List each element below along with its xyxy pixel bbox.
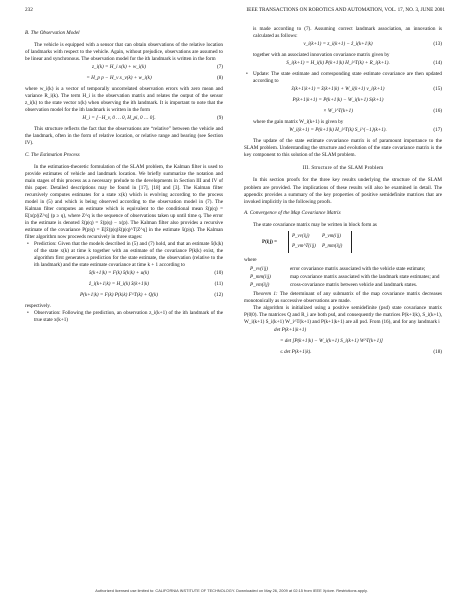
equation-body: x̂(k+1|k+1) = x̂(k+1|k) + W_i(k+1) ν_i(k+1) [291,86,385,93]
equation-14 [244,60,442,70]
equation-body: = H_p p − H_v x_v(k) + w_i(k) [86,75,152,82]
equation-15 [244,86,442,96]
paragraph: together with an associated innovation covariance matrix given by [253,52,390,59]
section-iii-title: III. Structure of the SLAM Problem [302,165,384,172]
matrix-cell: P_vv(i|j) [292,233,310,239]
paragraph: The vehicle is equipped with a sensor that can obtain observations of the relative location of landmarks with respect to the vehicle. Again, without prejudice, observations are assumed to be linear and synchronous. The observation model for the ith landmark is written in the form [25,42,223,63]
definition-text: map covariance matrix associated with the landmark state estimates; and [290,273,440,280]
bullet-prediction: • Prediction: Given that the models described in (5) and (7) hold, and that an estimate x̂(k|k) of the state x(k) at time k together with an estimate of the covariance P(k|k) exist, the algorithm first generates a prediction for the state estimate, the observation (relative to the ith landmark) and the state estimate covariance at time k + 1 according to [25,241,223,269]
paragraph: respectively. [25,303,51,310]
equation-11 [25,281,223,291]
equation-body: W_i(k+1) = P(k+1|k) H_i^T(k) S_i^{−1}(k+1). [289,127,387,134]
bullet-update: • Update: The state estimate and corresponding state estimate covariance are then updated according to [244,71,442,85]
definition-term: P_mm(i|j) [250,273,271,280]
equation-number: (8) [217,75,223,82]
bullet-observation: • Observation: Following the prediction, an observation z_i(k+1) of the ith landmark of the true state x(k+1) [25,310,223,324]
matrix-lhs: P(i|j) = [262,238,278,245]
theorem-label: Theorem 1: [253,290,278,297]
equation-number: (11) [214,281,223,288]
paragraph: In the estimation-theoretic formulation of the SLAM problem, the Kalman filter is used to provide estimates of vehicle and landmark location. We briefly summarize the notation and main stages of this process as a necessary prelude to the developments in Section III and IV of this paper. Detailed descriptions may be found in [17], [18] and [3]. The Kalman filter recursively computes estimates for a state x(k) which is evolving according to the process model in (5) and which is being observed according to the observation model in (7). The Kalman filter computes an estimate which is equivalent to the conditional mean x̂(p|q) = E[x(p)|Z^q] (p ≥ q), where Z^q is the sequence of observations taken up until time q. The error in the estimate is denoted x̃(p|q) = x̂(p|q) − x(p). The Kalman filter also provides a recursive estimate of the covariance P(p|q) = E[x̃(p|q)x̃(p|q)^T|Z^q] in the estimate x̂(p|q). The Kalman filter algorithm now proceeds recursively in three stages: [25,163,223,241]
equation-number: (16) [433,108,442,115]
equation-body: det P(k+1|k+1) [274,327,307,334]
journal-title: IEEE TRANSACTIONS ON ROBOTICS AND AUTOMATION, VOL. 17, NO. 3, JUNE 2001 [246,7,445,13]
equation-18-line-1 [244,327,442,337]
paragraph: In this section proofs for the three key results underlying the structure of the SLAM problem are provided. The implications of these results will also be examined in detail. The appendix provides a summary of the key properties of positive semidefinite matrices that are invoked implicitly in the following proofs. [244,177,442,205]
equation-body: ≤ det P(k+1|k). [280,349,312,356]
right-column [244,26,442,360]
matrix-cell: P_mm(i|j) [322,243,343,249]
equation-body: ν_i(k+1) = z_i(k+1) − ẑ_i(k+1|k) [303,41,373,48]
license-footer: Authorized licensed use limited to: CALIFORNIA INSTITUTE OF TECHNOLOGY. Downloaded on May 26, 2009 at 02:15 from IEEE Xplore. Restrictions apply. [95,588,368,593]
equation-17 [244,127,442,137]
equation-13 [244,41,442,51]
equation-number: (13) [433,41,442,48]
paragraph: where w_i(k) is a vector of temporally uncorrelated observation errors with zero mean and variance R_i(k). The term H_i is the observation matrix and relates the output of the sensor z_i(k) to the state vector x(k) when observing the ith landmark. It is important to note that the observation model for the ith landmark is written in the form [25,86,223,114]
section-c-title: C. The Estimation Process [25,151,80,158]
equation-body: z_i(k) = H_i x(k) + w_i(k) [92,64,146,71]
equation-body: H_i = [−H_v, 0 … 0, H_pi, 0 … 0]. [82,115,156,122]
equation-9 [25,115,223,125]
equation-8 [25,75,223,85]
equation-7 [25,64,223,74]
paragraph: The update of the state estimate covariance matrix is of paramount importance to the SLAM problem. Understanding the structure and evolution of the state covariance matrix is the key component to this solution of the SLAM problem. [244,138,442,159]
equation-number: (18) [433,349,442,356]
definition-item [244,274,442,281]
paragraph: where the gain matrix W_i(k+1) is given by [253,119,344,126]
definition-term: P_vm(i|j) [250,281,270,288]
page-number: 232 [25,7,33,13]
equation-number: (10) [214,270,223,277]
definition-text: cross-covariance matrix between vehicle and landmark states. [290,281,418,288]
equation-body: P(k+1|k+1) = P(k+1|k) − W_i(k+1) S(k+1) [292,97,384,104]
definition-item [244,266,442,273]
left-column [25,26,223,324]
paragraph: is made according to (7). Assuming correct landmark association, an innovation is calculated as follows: [253,26,442,40]
equation-12 [25,292,223,302]
equation-18-line-3 [244,349,442,359]
theorem-text: The determinant of any submatrix of the map covariance matrix decreases monotonically as successive observations are made. [244,290,442,304]
equation-16-line-2 [244,108,442,118]
equation-body: S_i(k+1) = H_i(k) P(k+1|k) H_i^T(k) + R_i(k+1). [286,60,390,67]
equation-number: (14) [433,60,442,67]
equation-number: (17) [433,127,442,134]
paragraph: The algorithm is initialized using a positive semidefinite (psd) state covariance matrix P(0|0). The matrices Q and R_i are both psd, and consequently the matrices P(k+1|k), S_i(k+1), W_i(k+1) S_i(k+1) W_i^T(k+1) and P(k+1|k+1) are all psd. From (16), and for any landmark i [244,305,442,326]
definition-term: P_vv(i|j) [250,265,268,272]
section-b-title: B. The Observation Model [25,30,80,36]
equation-body: × W_i^T(k+1) [323,108,353,115]
equation-body: = det [P(k+1|k) − W_i(k+1) S_i(k+1) W^T(k+1)] [280,338,383,345]
paragraph: The state covariance matrix may be written in block form as [253,221,377,228]
equation-10 [25,270,223,280]
matrix-brackets [288,231,352,253]
equation-number: (7) [217,64,223,71]
definition-item [244,282,442,289]
equation-number: (9) [217,115,223,122]
equation-18-line-2 [244,338,442,348]
matrix-cell: P_vm^T(i|j) [292,243,316,249]
matrix-cell: P_vm(i|j) [322,233,341,239]
definition-text: error covariance matrix associated with the vehicle state estimate; [290,265,426,272]
paragraph: where [244,256,257,263]
equation-body: x̂(k+1|k) = F(k) x̂(k|k) + u(k) [89,270,149,277]
block-covariance-matrix [244,231,442,255]
equation-body: P(k+1|k) = F(k) P(k|k) F^T(k) + Q(k) [80,292,158,299]
paragraph: This structure reflects the fact that the observations are “relative” between the vehicle and the landmark, often in the form of relative location, or relative range and bearing (see Section IV). [25,126,223,147]
section-a-title: A. Convergence of the Map Covariance Matrix [244,209,341,216]
equation-16-line-1 [244,97,442,107]
equation-number: (15) [433,86,442,93]
theorem-1 [244,291,442,305]
definition-list [244,266,442,289]
equation-body: ẑ_i(k+1|k) = H_i(k) x̂(k+1|k) [89,281,149,288]
equation-number: (12) [214,292,223,299]
